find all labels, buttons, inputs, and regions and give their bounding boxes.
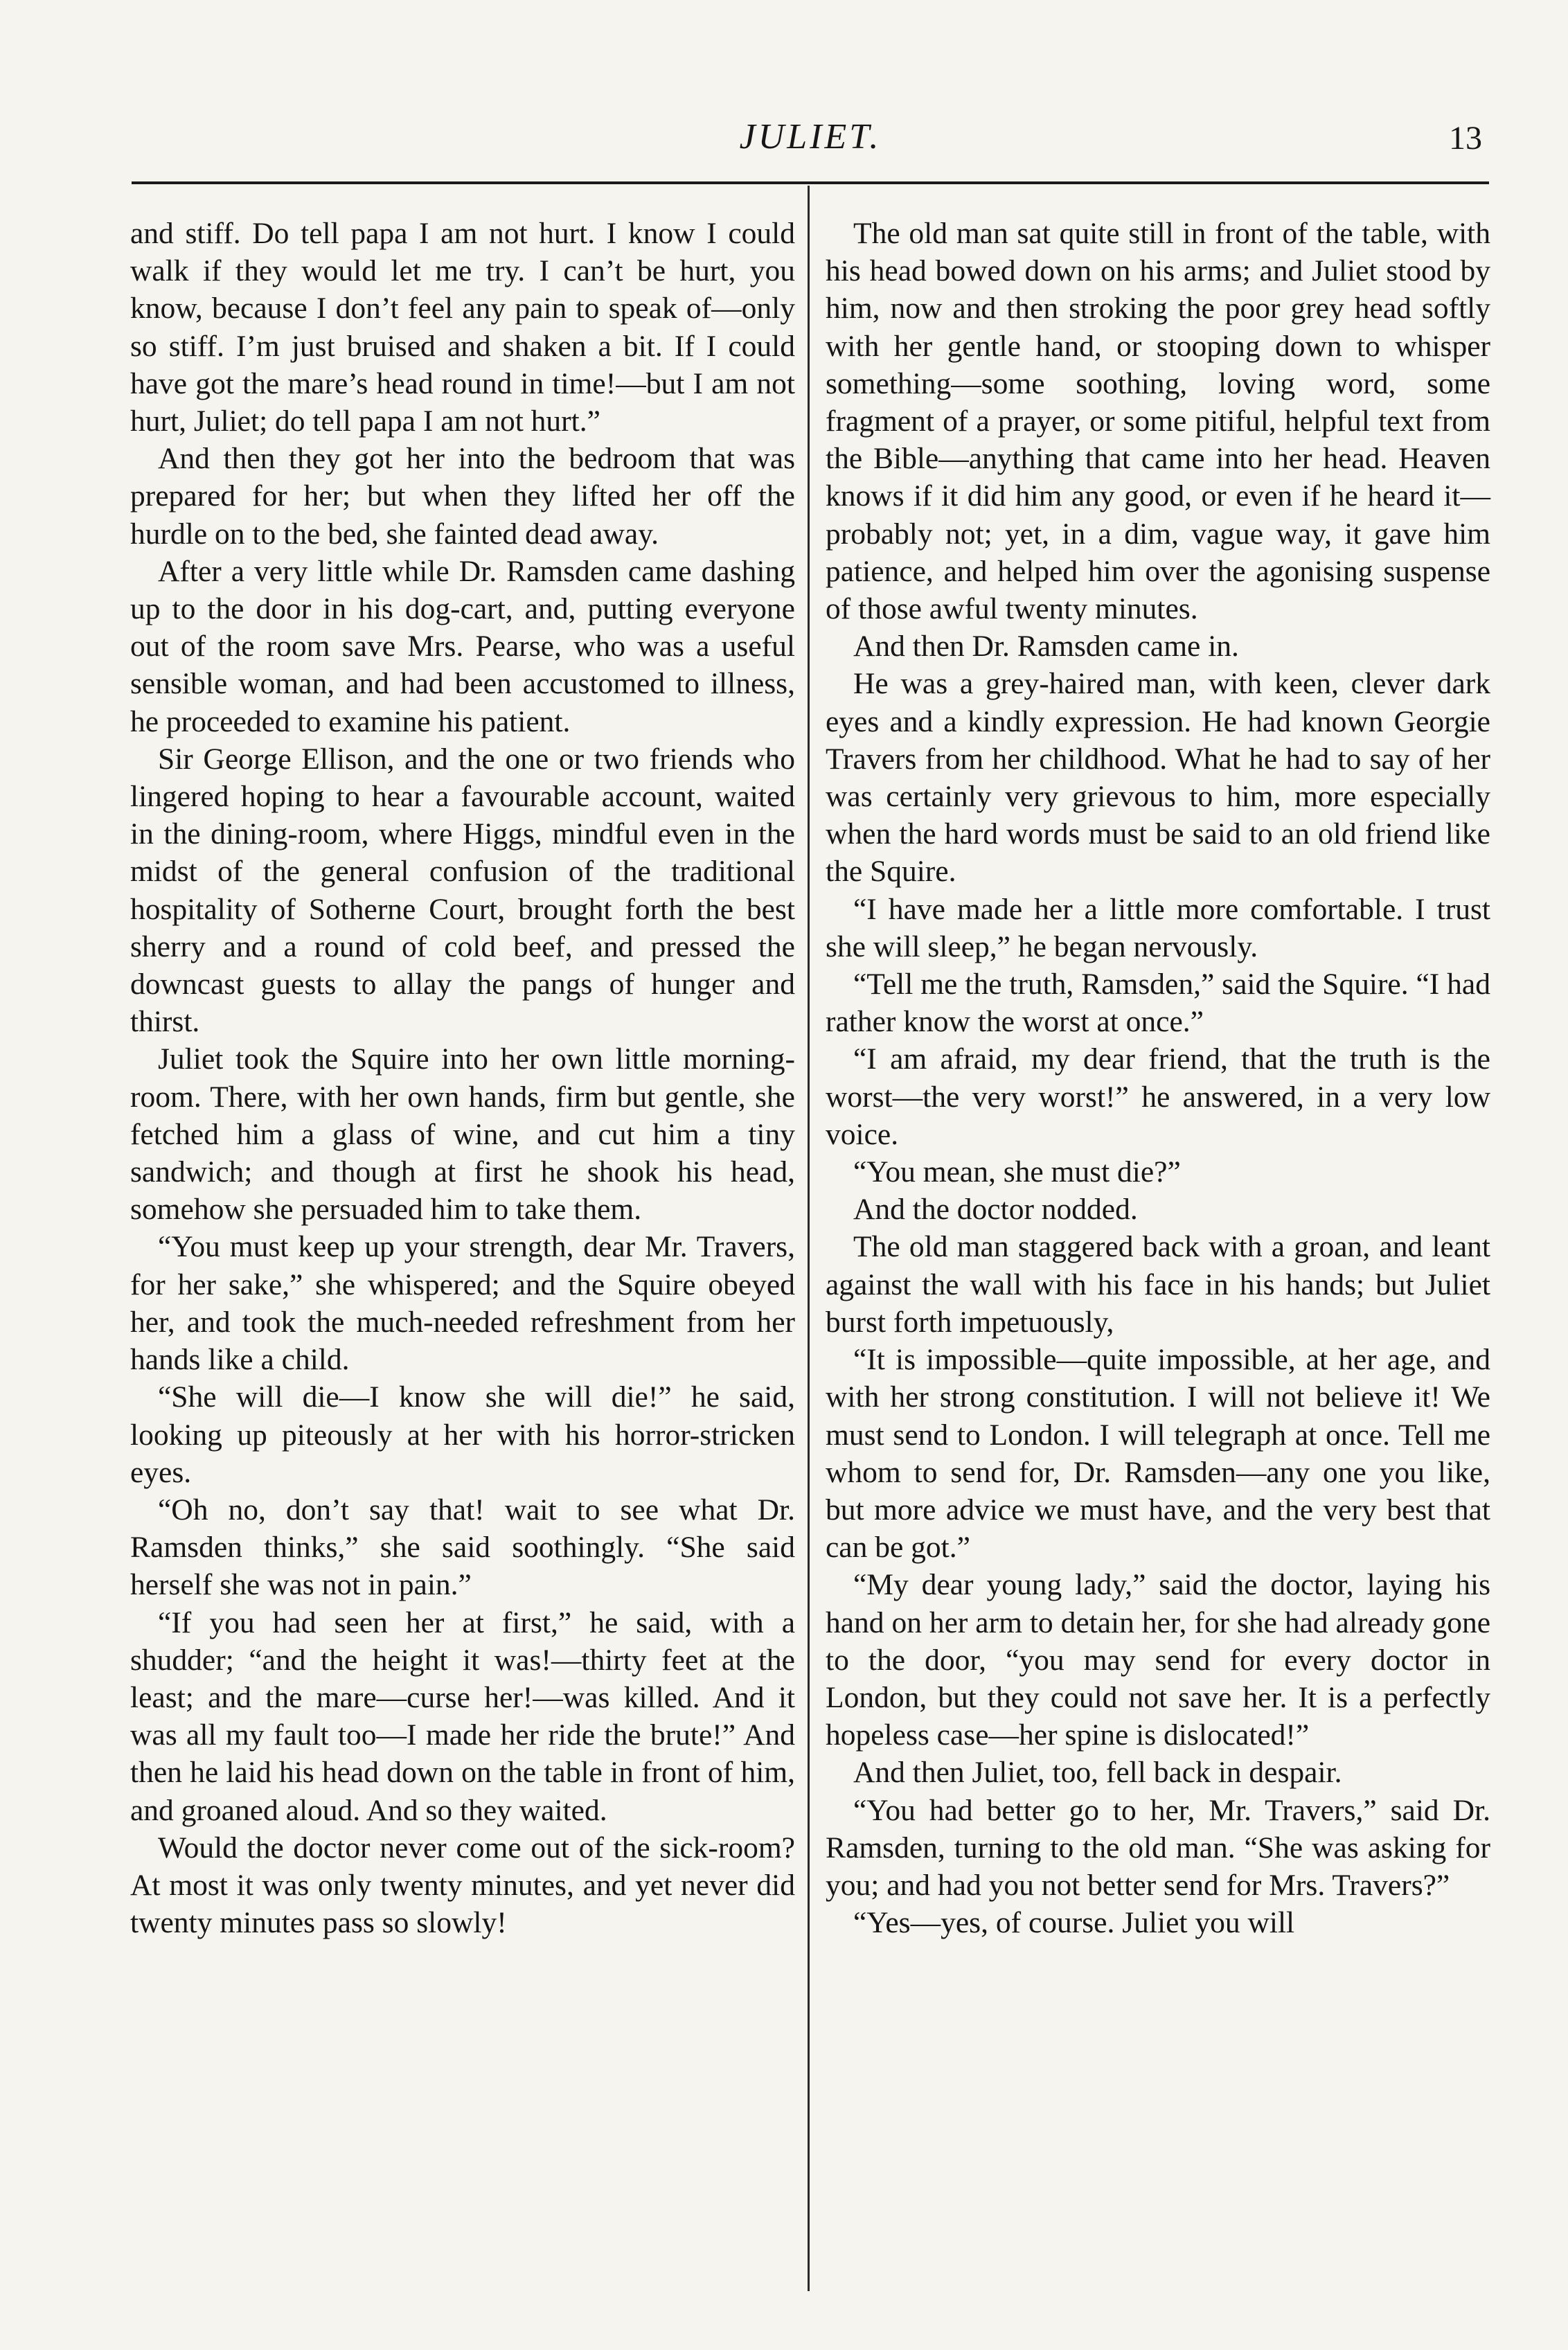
page-header xyxy=(132,104,1489,166)
paragraph: “Yes—yes, of course. Juliet you will xyxy=(853,1906,1295,1940)
paragraph: Juliet took the Squire into her own little morning-room. There, with her own hands, firm but gentle, she fetched him a glass of wine, and cut him a tiny sandwich; and though at first he shook his head, somehow she persuaded him to take them. xyxy=(130,1042,795,1227)
paragraph: “It is impossible—quite impossible, at her age, and with her strong constitution. I will not believe it! We must send to London. I will telegraph at once. Tell me whom to send for, Dr. Ramsden—any one you like, but more advice we must have, and the very best that can be got.” xyxy=(826,1343,1490,1565)
paragraph: And then Dr. Ramsden came in. xyxy=(853,630,1239,664)
paragraph: He was a grey-haired man, with keen, clever dark eyes and a kindly expression. He had known Georgie Travers from her childhood. What he had to say of her was certainly very grievous to him, more especially when the hard words must be said to an old friend like the Squire. xyxy=(826,667,1490,889)
paragraph: “I am afraid, my dear friend, that the truth is the worst—the very worst!” he answered, in a very low voice. xyxy=(826,1042,1490,1151)
paragraph: “You must keep up your strength, dear Mr. Travers, for her sake,” she whispered; and the Squire obeyed her, and took the much-needed refreshment from her hands like a child. xyxy=(130,1230,795,1377)
paragraph: The old man staggered back with a groan, and leant against the wall with his face in his hands; but Juliet burst forth impetuously, xyxy=(826,1230,1490,1339)
column-divider xyxy=(808,186,810,2291)
paragraph: “My dear young lady,” said the doctor, laying his hand on her arm to detain her, for she had already gone to the door, “you may send for every doctor in London, but they could not save her. It is a perfectly hopeless case—her spine is dislocated!” xyxy=(826,1568,1490,1752)
paragraph: “Oh no, don’t say that! wait to see what Dr. Ramsden thinks,” she said soothingly. “She said herself she was not in pain.” xyxy=(130,1493,795,1602)
paragraph: and stiff. Do tell papa I am not hurt. I know I could walk if they would let me try. I can’t be hurt, you know, because I don’t feel any pain to speak of—only so stiff. I’m just bruised and shaken a bit. If I could have got the mare’s head round in time!—but I am not hurt, Juliet; do tell papa I am not hurt.” xyxy=(130,217,795,438)
paragraph: The old man sat quite still in front of the table, with his head bowed down on his arms; and Juliet stood by him, now and then stroking the poor grey head softly with her gentle hand, or stooping down to whisper something—some soothing, loving word, some fragment of a prayer, or some pitiful, helpful text from the Bible—anything that came into her head. Heaven knows if it did him any good, or even if he heard it—probably not; yet, in a dim, vague way, it gave him patience, and helped him over the agonising suspense of those awful twenty minutes. xyxy=(826,217,1490,626)
paragraph: “She will die—I know she will die!” he said, looking up piteously at her with his horror-stricken eyes. xyxy=(130,1380,795,1489)
left-column xyxy=(130,215,795,1941)
right-column xyxy=(826,215,1490,1941)
paragraph: Sir George Ellison, and the one or two friends who lingered hoping to hear a favourable account, waited in the dining-room, where Higgs, mindful even in the midst of the general confusion of the traditional hospitality of Sotherne Court, brought forth the best sherry and a round of cold beef, and pressed the downcast guests to allay the pangs of hunger and thirst. xyxy=(130,742,795,1039)
paragraph: “You had better go to her, Mr. Travers,” said Dr. Ramsden, turning to the old man. “She was asking for you; and had you not better send for Mrs. Travers?” xyxy=(826,1793,1490,1902)
paragraph: And the doctor nodded. xyxy=(853,1193,1138,1227)
paragraph: After a very little while Dr. Ramsden came dashing up to the door in his dog-cart, and, putting everyone out of the room save Mrs. Pearse, who was a useful sensible woman, and had been accustomed to illness, he proceeded to examine his patient. xyxy=(130,554,795,738)
paragraph: “If you had seen her at first,” he said, with a shudder; “and the height it was!—thirty feet at the least; and the mare—curse her!—was killed. And it was all my fault too—I made her ride the brute!” And then he laid his head down on the table in front of him, and groaned aloud. And so they waited. xyxy=(130,1605,795,1827)
paragraph: “Tell me the truth, Ramsden,” said the Squire. “I had rather know the worst at once.” xyxy=(826,968,1490,1039)
paragraph: Would the doctor never come out of the sick-room? At most it was only twenty minutes, and yet never did twenty minutes pass so slowly! xyxy=(130,1831,795,1940)
page-number: 13 xyxy=(1449,120,1482,157)
header-rule xyxy=(132,181,1489,184)
paragraph: “I have made her a little more comfortable. I trust she will sleep,” he began nervously. xyxy=(826,892,1490,963)
paragraph: And then they got her into the bedroom that was prepared for her; but when they lifted her off the hurdle on to the bed, she fainted dead away. xyxy=(130,442,795,551)
paragraph: And then Juliet, too, fell back in despair. xyxy=(853,1756,1342,1790)
paragraph: “You mean, she must die?” xyxy=(853,1155,1181,1189)
running-title: JULIET. xyxy=(739,117,882,157)
